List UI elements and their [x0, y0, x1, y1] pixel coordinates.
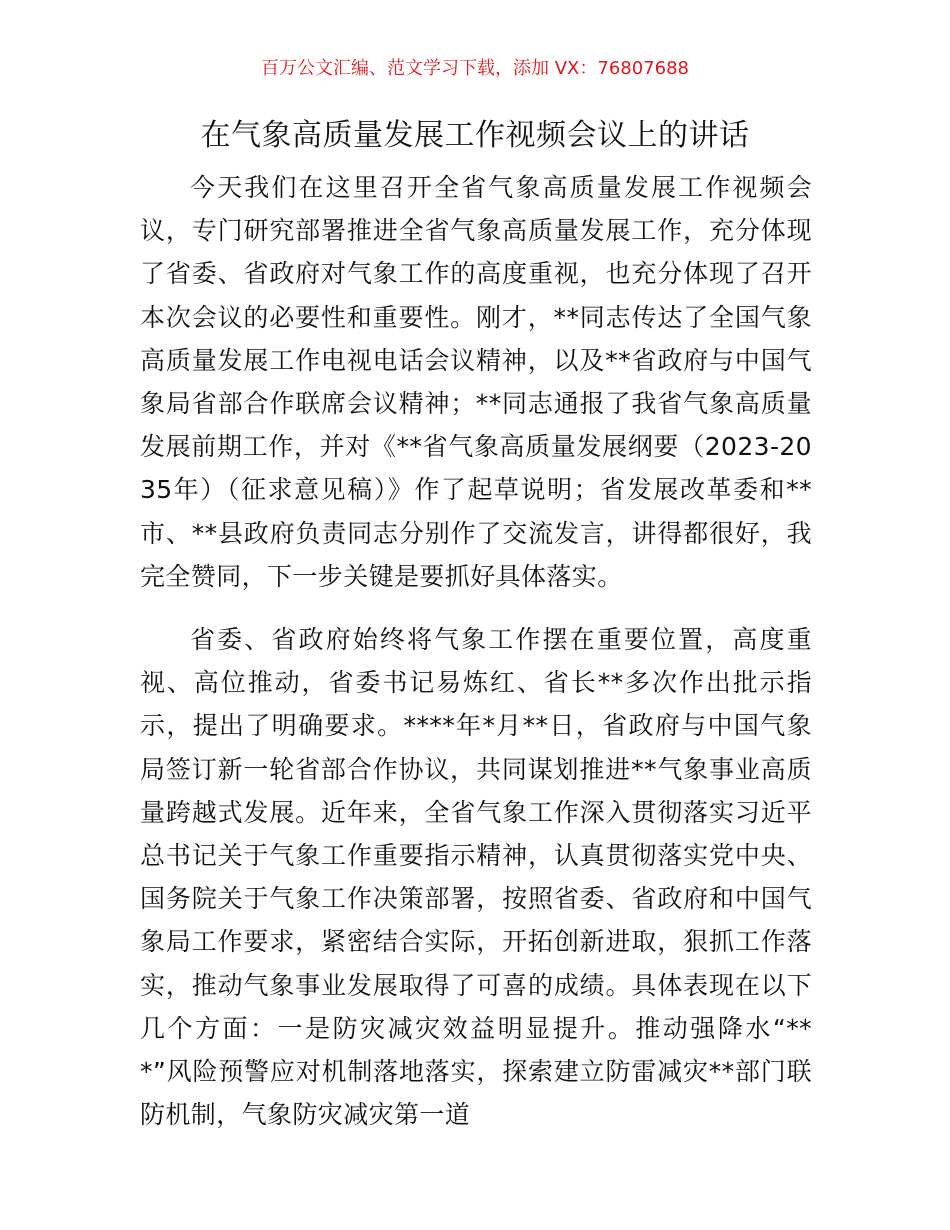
document-body: [140, 166, 812, 1156]
document-title: 在气象高质量发展工作视频会议上的讲话: [200, 118, 750, 153]
watermark-header: 百万公文汇编、范文学习下载，添加 VX：76807688: [261, 58, 689, 79]
paragraph-2: 省委、省政府始终将气象工作摆在重要位置，高度重视、高位推动，省委书记易炼红、省长**多次作出批示指示，提出了明确要求。****年*月**日，省政府与中国气象局签订新一轮省部合作协议，共同谋划推进**气象事业高质量跨越式发展。近年来，全省气象工作深入贯彻落实习近平总书记关于气象工作重要指示精神，认真贯彻落实党中央、国务院关于气象工作决策部署，按照省委、省政府和中国气象局工作要求，紧密结合实际，开拓创新进取，狠抓工作落实，推动气象事业发展取得了可喜的成绩。具体表现在以下几个方面：一是防灾减灾效益明显提升。推动强降水“***”风险预警应对机制落地落实，探索建立防雷减灾**部门联防机制，气象防灾减灾第一道: [140, 625, 812, 1130]
paragraph-1: 今天我们在这里召开全省气象高质量发展工作视频会议，专门研究部署推进全省气象高质量发展工作，充分体现了省委、省政府对气象工作的高度重视，也充分体现了召开本次会议的必要性和重要性。刚才，**同志传达了全国气象高质量发展工作电视电话会议精神，以及**省政府与中国气象局省部合作联席会议精神；**同志通报了我省气象高质量发展前期工作，并对《**省气象高质量发展纲要（2023-2035年）（征求意见稿）》作了起草说明；省发展改革委和**市、**县政府负责同志分别作了交流发言，讲得都很好，我完全赞同，下一步关键是要抓好具体落实。: [140, 173, 812, 591]
